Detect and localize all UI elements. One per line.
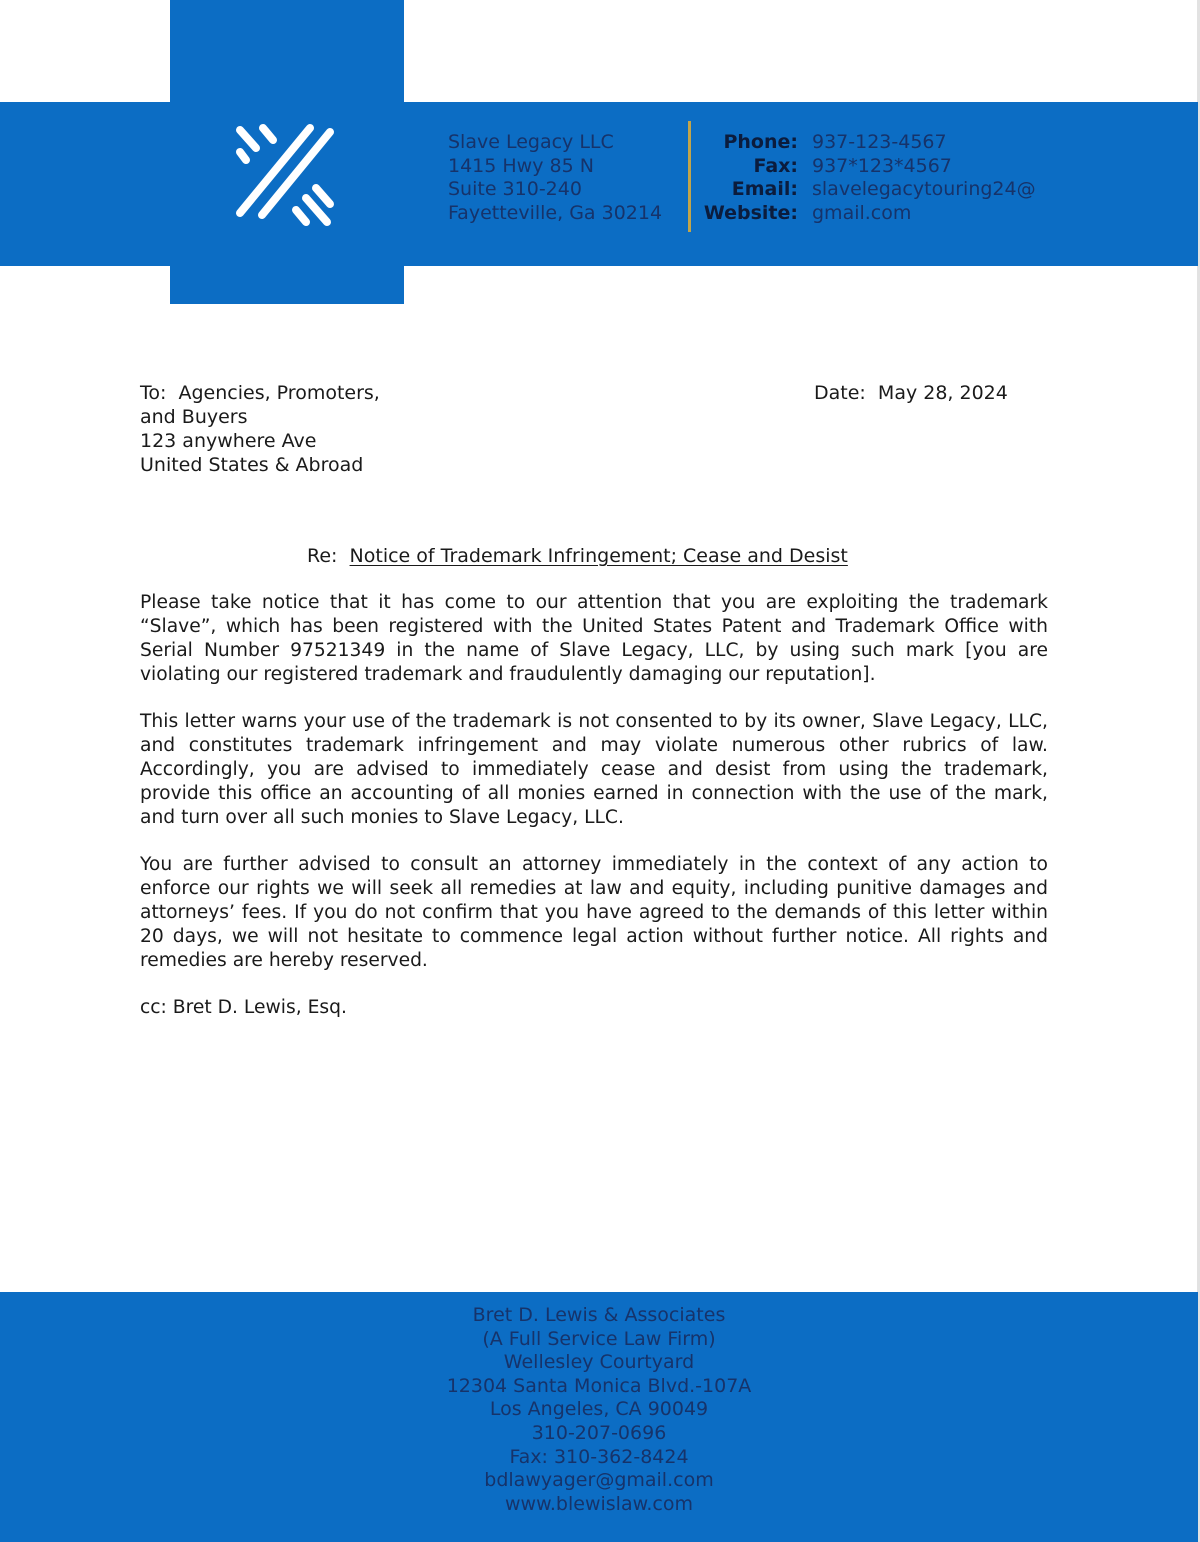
date-block [814, 381, 1008, 405]
firm-name: Bret D. Lewis & Associates [472, 1304, 726, 1326]
date-value: May 28, 2024 [877, 382, 1008, 404]
logo-stroke [296, 210, 306, 222]
law-firm-footer [0, 1304, 1198, 1516]
address-line: 1415 Hwy 85 N [448, 154, 594, 177]
recipient-line: United States & Abroad [140, 454, 364, 476]
sender-address [448, 131, 662, 225]
website-label: Website: [703, 201, 798, 224]
email-value: slavelegacytouring24@ [812, 178, 1036, 200]
header-divider [688, 121, 691, 232]
cc-line: cc: Bret D. Lewis, Esq. [140, 997, 347, 1018]
body-paragraph: Please take notice that it has come to our attention that you are exploiting the trademark “Slave”, which has been registered with the United States Patent and Trademark Office with Serial Number 97521349 in the name of Slave Legacy, LLC, by using such mark [you are violating our registered trademark and fraudulently damaging our reputation]. [140, 592, 1048, 685]
contact-row-email [698, 178, 1036, 202]
firm-phone: 310-207-0696 [531, 1421, 667, 1444]
contact-row-phone [698, 131, 1036, 155]
sender-contact [698, 131, 1036, 225]
firm-tagline: (A Full Service Law Firm) [482, 1327, 716, 1350]
footer-line: Wellesley Courtyard [503, 1351, 695, 1374]
subject-text: Notice of Trademark Infringement; Cease and Desist [349, 545, 848, 567]
phone-label: Phone: [723, 131, 798, 153]
address-line: Suite 310-240 [448, 178, 582, 200]
logo-stroke [240, 152, 246, 160]
subject-line [307, 544, 848, 568]
recipient-name: Agencies, Promoters, [178, 382, 380, 404]
firm-email: bdlawyager@gmail.com [484, 1469, 714, 1492]
contact-row-website [698, 202, 1036, 226]
website-value: gmail.com [812, 201, 912, 224]
email-label: Email: [731, 178, 798, 200]
recipient-line: and Buyers [140, 406, 248, 428]
recipient-line [140, 381, 380, 405]
date-label: Date: [814, 382, 866, 404]
contact-row-fax [698, 155, 1036, 179]
footer-line: 12304 Santa Monica Blvd.-107A [446, 1374, 752, 1397]
fax-label: Fax: [753, 154, 798, 177]
to-label: To: [140, 382, 167, 404]
firm-fax: Fax: 310-362-8424 [509, 1445, 689, 1468]
letter-body [140, 591, 1048, 1043]
fax-value: 937*123*4567 [812, 154, 952, 177]
company-name: Slave Legacy LLC [448, 131, 614, 153]
logo-stroke [240, 130, 256, 148]
footer-line: Los Angeles, CA 90049 [489, 1398, 709, 1421]
recipient-line: 123 anywhere Ave [140, 430, 317, 452]
phone-value: 937-123-4567 [812, 131, 947, 153]
address-line: Fayetteville, Ga 30214 [448, 201, 663, 224]
re-label: Re: [307, 545, 338, 567]
body-paragraph: This letter warns your use of the trademark is not consented to by its owner, Slave Legacy, LLC, and constitutes trademark infringement and may violate numerous other rubrics of law. Accordingly, you are advised to immediately cease and desist from using the trademark, provide this office an accounting of all monies earned in connection with the use of the mark, and turn over all such monies to Slave Legacy, LLC. [140, 711, 1048, 828]
recipient-block [140, 381, 380, 477]
logo-stroke [263, 128, 273, 140]
body-paragraph: You are further advised to consult an attorney immediately in the context of any action to enforce our rights we will seek all remedies at law and equity, including punitive damages and attorneys’ fees. If you do not confirm that you have agreed to the demands of this letter within 20 days, we will not hesitate to commence legal action without further notice. All rights and remedies are hereby reserved. [140, 854, 1048, 971]
logo-stroke [316, 188, 330, 204]
firm-website: www.blewislaw.com [505, 1492, 693, 1515]
crosshatch-x-logo-icon [230, 118, 340, 228]
